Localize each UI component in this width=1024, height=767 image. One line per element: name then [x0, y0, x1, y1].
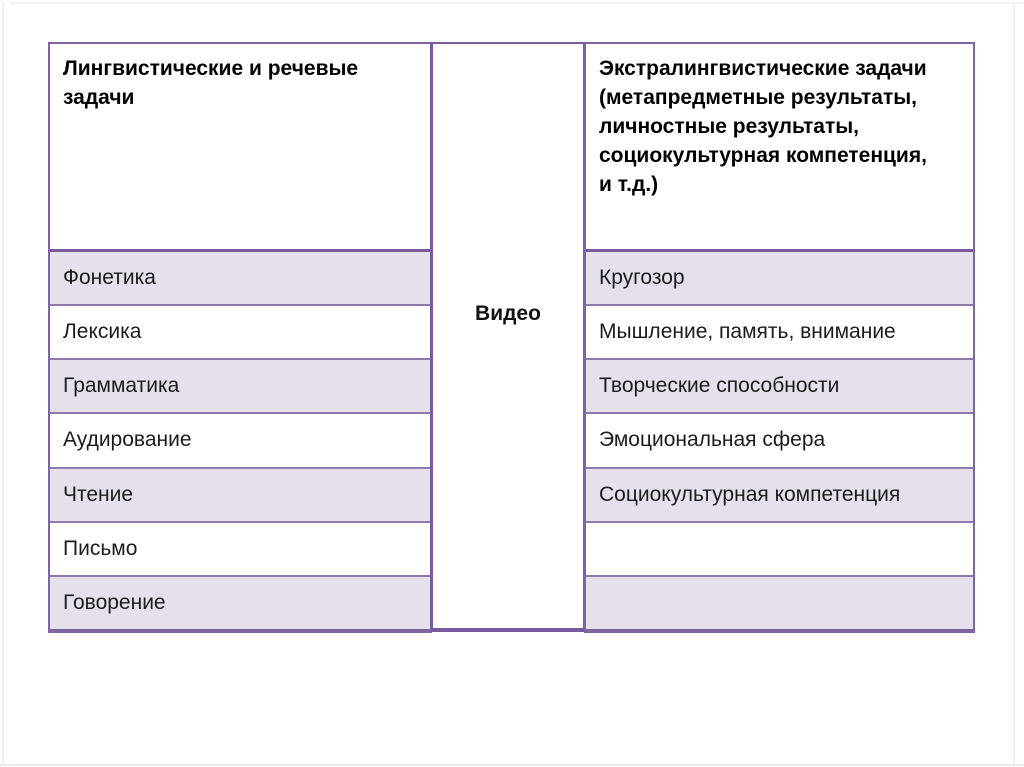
table-row-grammar — [50, 358, 430, 412]
slide-top-edge-line — [10, 2, 1024, 4]
slide-right-edge-line — [1013, 2, 1015, 767]
header-line: личностные результаты, — [599, 115, 860, 138]
header-line: и т.д.) — [599, 173, 659, 196]
row-label: Говорение — [63, 590, 166, 614]
table-row-empty-2 — [586, 575, 973, 629]
extralinguistic-tasks-table — [584, 42, 975, 633]
row-label: Письмо — [63, 536, 138, 560]
row-label: Эмоциональная сфера — [599, 428, 826, 452]
video-label: Видео — [475, 302, 541, 325]
header-line: (метапредметные результаты, — [599, 86, 918, 109]
row-label: Чтение — [63, 482, 134, 506]
row-label: Грамматика — [63, 374, 180, 398]
table-row-sociocultural — [586, 467, 973, 521]
header-line: задачи — [63, 86, 135, 109]
table-row-speaking — [50, 575, 430, 629]
table-row-empty-1 — [586, 521, 973, 575]
row-label: Кругозор — [599, 266, 685, 290]
table-row-listening — [50, 412, 430, 466]
header-line: Лингвистические и речевые — [63, 57, 359, 80]
video-connector-box — [430, 42, 586, 632]
slide-left-edge-line — [2, 2, 4, 767]
row-label: Мышление, память, внимание — [599, 320, 896, 344]
linguistic-tasks-table — [48, 42, 432, 633]
header-line: Экстралингвистические задачи — [599, 57, 927, 80]
slide-bottom-edge-line — [0, 764, 1024, 766]
row-label: Творческие способности — [599, 374, 840, 398]
row-label: Лексика — [63, 320, 142, 344]
table-row-creative-abilities — [586, 358, 973, 412]
linguistic-tasks-header — [50, 44, 430, 249]
row-label: Социокультурная компетенция — [599, 482, 901, 506]
table-row-phonetics — [50, 249, 430, 304]
table-row-emotional-sphere — [586, 412, 973, 466]
row-label: Аудирование — [63, 428, 192, 452]
table-row-reading — [50, 467, 430, 521]
extralinguistic-tasks-header — [586, 44, 973, 249]
row-label: Фонетика — [63, 266, 156, 290]
table-row-outlook — [586, 249, 973, 304]
table-row-lexis — [50, 304, 430, 358]
table-row-thinking-memory — [586, 304, 973, 358]
header-line: социокультурная компетенция, — [599, 144, 927, 167]
table-row-writing — [50, 521, 430, 575]
